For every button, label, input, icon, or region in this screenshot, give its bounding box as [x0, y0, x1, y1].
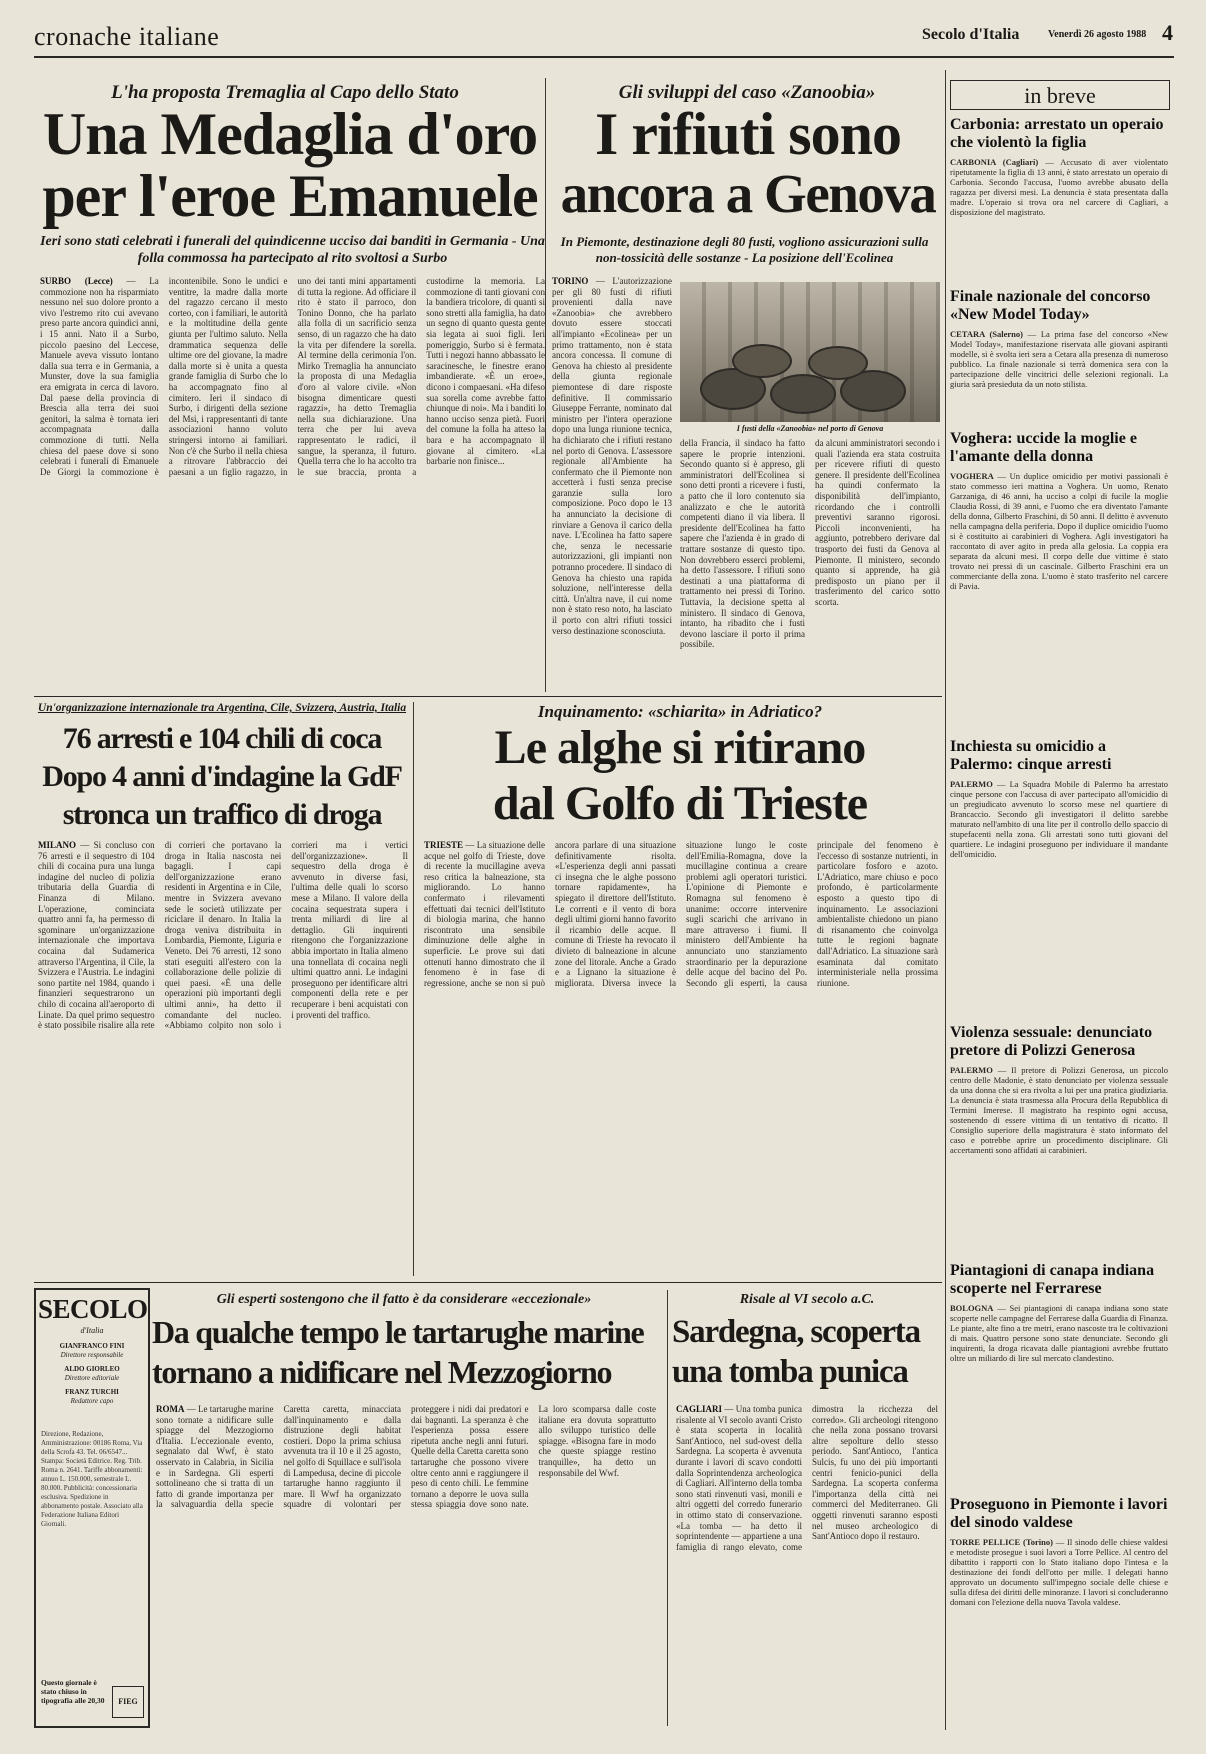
- kicker: Risale al VI secolo a.C.: [739, 1292, 875, 1307]
- fieg-badge: FIEG: [112, 1686, 144, 1718]
- body-text: — La commozione non ha risparmiato nessuno nel suo dolore pronto a vivo l'estremo rito cui avevano preso parte ancora quindici anni, i 15 anni. Nato il a Surbo, piccolo paesino del Leccese, Manuele aveva vissuto lontano dalla sua terra e in Germania, a Munster, dove la sua famiglia era emigrata in cerca di lavoro. Dal paese della provincia di Brescia alla terra dei suoi genitori, la salma è tornata ieri accompagnata dalla commozione di tutti. Nella chiesa del paese dove si sono celebrati i funerali di Emanuele De Giorgi la commozione è incontenibile. Sono le undici e ventitre, la madre dalla morte del ragazzo cercano il mesto corteo, con i familiari, le autorità e la moltitudine della gente giunta per l'ultimo saluto. Nella drammatica sequenza delle ultime ore del giovane, la madre dalla morte si è unita a questa grande famiglia di Surbo che lo ha accompagnato fino al cimitero. Ieri il sindaco di Surbo, i dirigenti della sezione del Msi, i rappresentanti di tante associazioni hanno voluto stringersi intorno ai familiari. Non c'è che Surbo il nella chiesa a ritrovare l'abbraccio dei paesani a un figlio ragazzo, in uno dei tanti mini appartamenti di tutta la regione. Ad officiare il rito è stato il parroco, don Tonino Donno, che ha parlato alla folla di un sacrificio senza senso, di un ragazzo che ha dato la vita per difendere la sorella. Al termine della cerimonia l'on. Mirko Tremaglia ha annunciato la proposta di una Medaglia d'oro al valore civile. «Non bisogna dimenticare questi ragazzi», ha detto Tremaglia nella sua dichiarazione. Una terra che per lui aveva rappresentato le radici, il sangue, la speranza, il futuro. Quella terra che lo ha accolto tra le sue braccia, pronta a custodirne la memoria. La commozione di tanti giovani con la bandiera tricolore, di quanti si sono stretti alla famiglia, ha dato un segno di quanto questa gente sia legata ai suoi figli. Ieri pomeriggio, Surbo si è fermata. Tutti i negozi hanno abbassato le saracinesche, le finestre erano imbandierate. «È un eroe», dicono i compaesani. «Ha difeso sua sorella come avrebbe fatto chiunque di noi». Ma i banditi lo hanno ucciso senza pietà. Fuori del comune la folla ha atteso la bara e ha accompagnato il giovane al cimitero. «La barbarie non finisce...: [40, 276, 545, 477]
- brief-body: [950, 1303, 1168, 1503]
- dateline: ROMA: [156, 1404, 185, 1414]
- dateline: PALERMO: [950, 778, 993, 789]
- brief-item: [950, 738, 1168, 1029]
- body-text: — Si concluso con 76 arresti e il sequestro di 104 chili di cocaina pura una lunga indagine del nucleo di polizia tributaria della Guardia di Finanza di Milano. L'operazione, cominciata quattro anni fa, ha permesso di sgominare un'organizzazione internazionale che importava cocaina dal Sudamerica attraverso l'Argentina, il Cile, la Svizzera e l'Austria. Le indagini sono partite nel 1984, quando i finanzieri sequestrarono un chilo di cocaina all'aeroporto di Linate. Da quel primo sequestro è stato possibile risalire alla rete di corrieri che portavano la droga in Italia nascosta nei bagagli. I capi dell'organizzazione erano residenti in Argentina e in Cile, mentre in Svizzera avevano sede le società utilizzate per riciclare il denaro. In Italia la droga veniva distribuita in Lombardia, Piemonte, Liguria e Veneto. Dei 76 arresti, 12 sono stati eseguiti all'estero con la collaborazione delle polizie di quei paesi. «È una delle operazioni più importanti degli ultimi anni», ha detto il comandante del nucleo. «Abbiamo colpito non solo i corrieri ma i vertici dell'organizzazione». Il sequestro della droga è avvenuto in diverse fasi, l'ultima delle quali lo scorso mese a Milano. Il valore della cocaina sequestrata supera i trenta miliardi di lire al dettaglio. Gli inquirenti ritengono che l'organizzazione abbia importato in Italia almeno una tonnellata di cocaina negli ultimi quattro anni. Le indagini proseguono per identificare altri componenti della rete e per recuperare i beni acquistati con i proventi del traffico.: [38, 840, 408, 1031]
- director-name: GIANFRANCO FINI: [59, 1342, 125, 1350]
- colophon: Direzione, Redazione, Amministrazione: 00186 Roma, Via della Scrofa 43. Tel. 06/6547... Stampa: Società Editrice. Reg. Trib. Roma n. 2641. Tariffe abbonamenti: annuo L. 150.000, semestrale L. 80.000. Pubblicità: concessionaria esclusiva. Spedizione in abbonamento postale. Associato alla Federazione Italiana Editori Giornali.: [41, 1430, 143, 1528]
- body-text: — La Squadra Mobile di Palermo ha arrestato cinque persone con l'accusa di aver partecipato all'omicidio di un pregiudicato avvenuto lo scorso mese nel quartiere di Brancaccio. Secondo gli investigatori il delitto sarebbe maturato nell'ambito di una lite per il controllo dello spaccio di stupefacenti nella zona. Gli arrestati sono tutti giovani del quartiere. Le indagini proseguono per individuare il mandante dell'omicidio.: [950, 778, 1168, 859]
- masthead-box: [34, 1288, 150, 1728]
- body-text: — Il pretore di Polizzi Generosa, un piccolo centro delle Madonie, è stato denunciato per violenza sessuale da una donna che si era rivolta a lui per una pratica giudiziaria. La denuncia è stata trasmessa alla Procura della Repubblica di Termini Imerese. Il magistrato ha respinto ogni accusa, sostenendo di essere vittima di un tentativo di ricatto. Il Consiglio superiore della magistratura è stato informato del caso e potrebbe aprire un procedimento disciplinare. Gli accertamenti sono affidati ai carabinieri.: [950, 1064, 1168, 1155]
- waste-barrels-photo: [680, 282, 940, 422]
- article-body-col-1: [552, 276, 672, 692]
- paper-name: Secolo d'Italia: [922, 26, 1020, 43]
- brief-body: [950, 329, 1168, 429]
- issue-date: Venerdì 26 agosto 1988: [1048, 29, 1147, 40]
- column-divider: [413, 702, 414, 1276]
- dateline: MILANO: [38, 840, 76, 850]
- briefs-header-box: [950, 80, 1170, 110]
- kicker: Inquinamento: «schiarita» in Adriatico?: [537, 702, 823, 721]
- barrel: [732, 344, 792, 378]
- section-rule: [34, 1282, 942, 1283]
- briefs-title: in breve: [1024, 83, 1096, 108]
- dateline: TORINO: [552, 276, 589, 286]
- masthead-sub: d'Italia: [80, 1326, 104, 1335]
- dateline: VOGHERA: [950, 470, 994, 481]
- headline-line-2: ancora a Genova: [560, 163, 936, 224]
- brief-body: [950, 1065, 1168, 1285]
- column-divider: [667, 1290, 668, 1726]
- brief-body: [950, 1537, 1168, 1727]
- header-rule: [34, 56, 1174, 58]
- dateline: TORRE PELLICE (Torino): [950, 1536, 1053, 1547]
- body-text: — L'autorizzazione per gli 80 fusti di rifiuti provenienti dalla nave «Zanoobia» che avrebbero dovuto essere stoccati all'impianto «Ecolinea» per un primo trattamento, non è stata ancora concessa. Il comune di Genova ha chiesto al presidente della giunta regionale piemontese di dare risposte definitive. Il commissario Giuseppe Ferrante, nominato dal ministro per l'intera operazione dopo una lunga riunione tecnica, ha dichiarato che i rifiuti restano nel porto di Genova. L'assessore regionale all'Ambiente ha confermato che il Piemonte non accetterà i fusti senza precise garanzie sulla loro composizione. Poco dopo le 13 ha annunciato la decisione di rinviare a Genova il carico della nave. L'Ecolinea ha fatto sapere che, senza le necessarie autorizzazioni, gli impianti non potranno procedere. Il sindaco di Genova ha chiesto una rapida soluzione, nell'interesse della città. Un'altra nave, il cui nome non è stato reso noto, ha lasciato il porto con altri rifiuti tossici verso destinazione sconosciuta.: [552, 276, 672, 636]
- headline-line-2: Dopo 4 anni d'indagine la GdF: [42, 760, 402, 793]
- brief-item: [950, 1262, 1168, 1503]
- brief-item: [950, 430, 1168, 761]
- brief-title: Proseguono in Piemonte i lavori del sinodo valdese: [950, 1496, 1168, 1532]
- brief-title: Violenza sessuale: denunciato pretore di Polizzi Generosa: [950, 1024, 1153, 1060]
- dateline: BOLOGNA: [950, 1302, 994, 1313]
- masthead-name: SECOLO: [38, 1294, 148, 1324]
- headline-line-1: Sardegna, scoperta: [672, 1314, 920, 1350]
- brief-title: Piantagioni di canapa indiana scoperte nel Ferrarese: [950, 1262, 1155, 1298]
- headline-line-1: Da qualche tempo le tartarughe marine: [152, 1314, 644, 1350]
- dateline: CARBONIA (Cagliari): [950, 156, 1039, 167]
- headline-line-2: una tomba punica: [672, 1354, 908, 1390]
- headline-line-2: tornano a nidificare nel Mezzogiorno: [152, 1354, 612, 1390]
- article-body: [676, 1404, 938, 1726]
- dateline: SURBO (Lecce): [40, 276, 113, 286]
- column-divider: [545, 78, 546, 692]
- kicker: Gli esperti sostengono che il fatto è da considerare «eccezionale»: [216, 1292, 592, 1307]
- editor-label: Redattore capo: [70, 1397, 114, 1405]
- body-text: da alcuni amministratori secondo i quali l'azienda era stata costruita per ricevere rifiuti di questo genere. Il presidente dell'Ecolinea ha quindi confermato la disponibilità dell'impianto, ricordando che i controlli preventivi saranno rigorosi. Piccoli inconvenienti, ha aggiunto, potrebbero derivare dal trasporto dei fusti da Genova al Piemonte. Il ministero, secondo quanto si apprende, ha già predisposto un piano per il trasferimento del carico sotto scorta.: [815, 438, 940, 607]
- brief-title: Finale nazionale del concorso «New Model Today»: [950, 288, 1151, 324]
- editor-name: FRANZ TURCHI: [65, 1388, 119, 1396]
- barrel: [770, 374, 836, 414]
- body-text: — Un duplice omicidio per motivi passionali è stato commesso ieri mattina a Voghera. Un uomo, Renato Garzaniga, di 46 anni, ha ucciso a colpi di fucile la moglie Claudia Rossi, di 39 anni, e l'uomo che era diventato l'amante della donna, Gilberto Fraschini, di 50 anni. Il delitto è avvenuto nella campagna della periferia. Dopo il duplice omicidio l'uomo si è costituito ai carabinieri di Voghera. Agli investigatori ha raccontato di aver agito in preda alla gelosia. La coppia era separata da alcuni mesi. Il corpo delle due vittime è stato trovato nei pressi di un cascinale. Gilberto Fraschini era un commerciante della zona. L'uomo è stato trasferito nel carcere di Pavia.: [950, 470, 1168, 591]
- kicker: Gli sviluppi del caso «Zanoobia»: [618, 82, 876, 103]
- photo-caption: I fusti della «Zanoobia» nel porto di Genova: [736, 424, 884, 433]
- deck: Ieri sono stati celebrati i funerali del quindicenne ucciso dai banditi in Germania - Una folla commossa ha partecipato al rito svoltosi a Surbo: [40, 234, 545, 266]
- dateline: CETARA (Salerno): [950, 328, 1023, 339]
- body-text: — La prima fase del concorso «New Model Today», manifestazione riservata alle giovani aspiranti modelle, si è svolta ieri sera a Cetara alla presenza di numeroso pubblico. La finale nazionale si terrà domenica sera con la partecipazione delle vincitrici delle selezioni regionali. La giuria sarà presieduta da un noto stilista.: [950, 328, 1168, 389]
- deck: In Piemonte, destinazione degli 80 fusti, vogliono assicurazioni sulla non-tossicità delle sostanze - La posizione dell'Ecolinea: [560, 234, 929, 265]
- brief-item: [950, 116, 1168, 267]
- staff-list: [40, 1342, 144, 1406]
- brief-title: Voghera: uccide la moglie e l'amante della donna: [950, 430, 1137, 466]
- page-number: 4: [1162, 20, 1173, 45]
- vice-name: ALDO GIORLEO: [64, 1365, 120, 1373]
- brief-body: [950, 471, 1168, 761]
- article-body-col-3: [815, 438, 940, 692]
- body-text: — Sei piantagioni di canapa indiana sono state scoperte nelle campagne del Ferrarese dalla Guardia di Finanza. Le piante, alte fino a tre metri, erano nascoste tra le coltivazioni di mais. Quattro persone sono state denunciate. Secondo gli inquirenti, la droga ricavata dalle piantagioni avrebbe fruttato oltre un miliardo di lire sul mercato clandestino.: [950, 1302, 1168, 1363]
- kicker: L'ha proposta Tremaglia al Capo dello Stato: [111, 82, 459, 103]
- body-text: — Il sinodo delle chiese valdesi e metodiste prosegue i suoi lavori a Torre Pellice. Al centro del dibattito i rapporti con lo Stato italiano dopo l'intesa e la destinazione dei fondi dell'otto per mille. I delegati hanno approvato un documento sull'impegno sociale delle chiese e sulla difesa dei diritti delle minoranze. I lavori si concluderanno domani con l'elezione della nuova Tavola valdese.: [950, 1536, 1168, 1607]
- brief-body: [950, 779, 1168, 1029]
- body-text: — La situazione delle acque nel golfo di Trieste, dove di recente la mucillagine aveva reso critica la balneazione, sta migliorando. Lo hanno confermato i rilevamenti effettuati dai tecnici dell'Istituto di biologia marina, che hanno riscontrato una sensibile diminuzione delle alghe in superficie. Le prove sui dati ottenuti hanno dimostrato che il fenomeno è in fase di regressione, anche se non si può ancora parlare di una situazione definitivamente risolta. «L'esperienza degli anni passati ci insegna che le alghe possono tornare rapidamente», ha spiegato il direttore dell'Istituto. Le correnti e il vento di bora degli ultimi giorni hanno favorito il ricambio delle acque. Il comune di Trieste ha revocato il divieto di balneazione in alcune zone del litorale. Anche a Grado e a Lignano la situazione è migliorata. Diversa invece la situazione lungo le coste dell'Emilia-Romagna, dove la mucillagine continua a creare problemi agli operatori turistici. L'opinione di Piemonte e Romagna sul fenomeno è unanime: occorre intervenire sugli scarichi che arrivano in mare attraverso i fiumi. Il ministero dell'Ambiente ha annunciato uno stanziamento straordinario per la depurazione delle acque del bacino del Po. Secondo gli esperti, la causa principale del fenomeno è l'eccesso di sostanze nutrienti, in particolare fosforo e azoto. L'Adriatico, mare chiuso e poco profondo, è particolarmente esposto a questo tipo di inquinamento. Le associazioni ambientaliste chiedono un piano di risanamento che coinvolga tutte le regioni bagnate dall'Adriatico. La situazione sarà esaminata dal comitato interministeriale nella prossima riunione.: [424, 840, 938, 988]
- director-label: Direttore responsabile: [60, 1351, 124, 1359]
- article-body: [40, 276, 545, 692]
- article-body: [38, 840, 408, 1276]
- body-text: della Francia, il sindaco ha fatto sapere le proprie intenzioni. Secondo quanto si è appreso, gli amministratori dell'Ecolinea si sono detti pronti a ricevere i fusti, a patto che il loro contenuto sia analizzato e che le autorità competenti diano il via libera. Il presidente dell'Ecolinea ha fatto sapere che l'azienda è in grado di trattare sostanze di questo tipo. Non dovrebbero esserci problemi, ha detto l'assessore. I rifiuti sono destinati a una piattaforma di trattamento nei pressi di Torino. Tuttavia, la decisione spetta al ministero. Il sindaco di Genova, intanto, ha ribadito che i fusti devono lasciare il porto il prima possibile.: [680, 438, 805, 650]
- headline-line-1: Una Medaglia d'oro: [42, 101, 538, 167]
- section-header: [34, 20, 1184, 56]
- brief-item: [950, 1496, 1168, 1727]
- headline-line-1: I rifiuti sono: [594, 101, 902, 167]
- dateline: CAGLIARI: [676, 1404, 723, 1414]
- dateline: PALERMO: [950, 1064, 993, 1075]
- body-text: — Le tartarughe marine sono tornate a nidificare sulle spiagge del Mezzogiorno d'Italia. L'eccezionale evento, segnalato dal Wwf, è stato osservato in Calabria, in Sicilia e in Sardegna. Gli esperti sottolineano che si tratta di un fatto di grande importanza per la salvaguardia della specie Caretta caretta, minacciata dall'inquinamento e dalla distruzione degli habitat costieri. Dopo la prima schiusa avvenuta tra il 10 e il 25 agosto, nel golfo di Squillace e sull'isola di Lampedusa, decine di piccole tartarughe hanno raggiunto il mare. Il Wwf ha organizzato squadre di volontari per proteggere i nidi dai predatori e dai bagnanti. La speranza è che l'esperienza possa essere ripetuta anche negli anni futuri. Quelle della Caretta caretta sono tartarughe che possono vivere oltre cento anni e raggiungere il peso di cento chili. Le femmine tornano a deporre le uova sulla stessa spiaggia dove sono nate. La loro scomparsa dalle coste italiane era dovuta soprattutto allo sviluppo turistico delle spiagge. «Bisogna fare in modo che queste spiagge restino tranquille», ha detto un responsabile del Wwf.: [156, 1404, 656, 1510]
- kicker: Un'organizzazione internazionale tra Argentina, Cile, Svizzera, Austria, Italia: [37, 702, 407, 714]
- closing-note: Questo giornale è stato chiuso in tipografia alle 20,30: [41, 1678, 105, 1705]
- article-body: [156, 1404, 656, 1726]
- headline-line-2: dal Golfo di Trieste: [492, 777, 868, 830]
- headline-line-3: stronca un traffico di droga: [62, 798, 382, 831]
- brief-item: [950, 288, 1168, 429]
- section-rule: [34, 696, 942, 697]
- headline-line-1: 76 arresti e 104 chili di coca: [62, 722, 382, 755]
- article-body-col-2: [680, 438, 805, 692]
- section-title: cronache italiane: [34, 22, 220, 51]
- dateline: TRIESTE: [424, 840, 464, 850]
- article-body: [424, 840, 938, 1276]
- headline-line-1: Le alghe si ritirano: [494, 721, 866, 774]
- brief-item: [950, 1024, 1168, 1285]
- headline-line-2: per l'eroe Emanuele: [42, 163, 538, 229]
- brief-body: [950, 157, 1168, 267]
- brief-title: Carbonia: arrestato un operaio che violentò la figlia: [950, 116, 1164, 152]
- body-text: — Una tomba punica risalente al VI secolo avanti Cristo è stata scoperta in località Sant'Antioco, nel sud-ovest della Sardegna. La scoperta è avvenuta durante i lavori di scavo condotti dalla Soprintendenza archeologica di Cagliari. All'interno della tomba sono stati rinvenuti vasi, monili e altri oggetti del corredo funerario in ottimo stato di conservazione. «La tomba — ha detto il soprintendente — appartiene a una famiglia di rango elevato, come dimostra la ricchezza del corredo». Gli archeologi ritengono che nella zona possano trovarsi altre sepolture dello stesso periodo. Sant'Antioco, l'antica Sulcis, fu uno dei più importanti centri fenicio-punici della Sardegna. La scoperta conferma l'importanza della città nei commerci del Mediterraneo. Gli oggetti rinvenuti saranno esposti nel museo archeologico di Sant'Antioco dopo il restauro.: [676, 1404, 938, 1552]
- barrel: [808, 346, 868, 380]
- column-divider: [945, 70, 946, 1730]
- body-text: — Accusato di aver violentato ripetutamente la figlia di 13 anni, è stato arrestato un operaio di Carbonia. Secondo l'accusa, l'uomo avrebbe abusato della ragazza per diversi mesi. La denuncia è stata presentata dalla madre. L'operaio si trova ora nel carcere di Cagliari, a disposizione del magistrato.: [950, 156, 1168, 217]
- brief-title: Inchiesta su omicidio a Palermo: cinque arresti: [950, 738, 1112, 774]
- vice-label: Direttore editoriale: [64, 1374, 120, 1382]
